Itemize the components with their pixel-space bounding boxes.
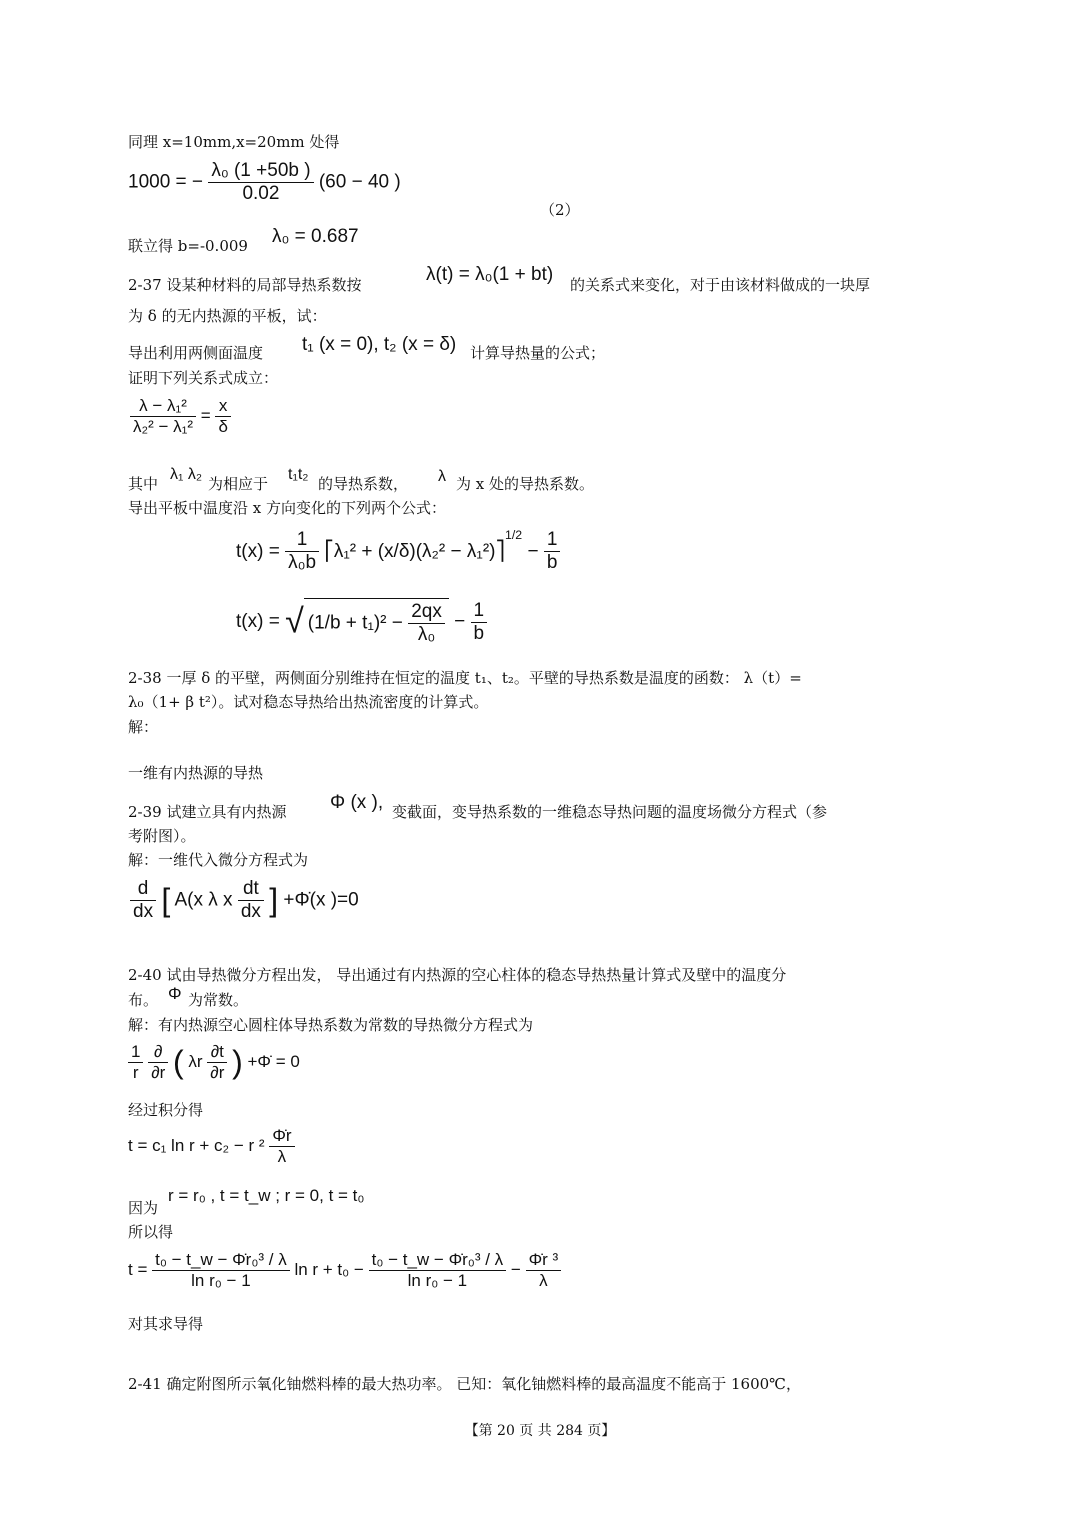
sqrt-icon: √ <box>285 602 304 641</box>
text-line: 对其求导得 <box>128 1315 204 1333</box>
fraction-denominator: dx <box>240 901 261 922</box>
fraction <box>148 1042 168 1083</box>
inline-math: Φ (x ), <box>330 792 384 813</box>
page-footer: 【第 20 页 共 284 页】 <box>464 1423 616 1439</box>
text-line: 计算导热量的公式； <box>470 344 606 362</box>
fraction-numerator: Φ̇r ³ <box>526 1250 562 1271</box>
inline-math: λ(t) = λ₀(1 + bt) <box>426 264 554 285</box>
relation-right-denominator: δ <box>218 417 228 436</box>
formula-tx-1 <box>236 528 560 574</box>
text-line: λ₀（1+ β t²）。试对稳态导热给出热流密度的计算式。 <box>128 693 489 711</box>
section-title: 一维有内热源的导热 <box>128 764 264 782</box>
eq-rhs: (60 − 40 ) <box>318 171 401 193</box>
text-line: 联立得 b=-0.009 <box>128 237 248 255</box>
inline-math: λ₁ λ₂ <box>170 466 203 483</box>
inline-math: r = r₀ , t = t_w ; r = 0, t = t₀ <box>168 1186 365 1205</box>
tail-fraction <box>544 529 561 574</box>
inner-derivative <box>238 878 264 923</box>
eq-numerator: λ₀ (1 +50b ) <box>208 160 313 183</box>
fraction-numerator: 2qx <box>408 601 445 624</box>
exponent: 1/2 <box>504 528 523 542</box>
relation-numerator: λ − λ₁² <box>130 396 196 417</box>
bracket-icon: [ <box>161 882 171 918</box>
problem-2-38-heading: 2-38 一厚 δ 的平壁，两侧面分别维持在恒定的温度 t₁、t₂。平壁的导热系数是温度的函数： λ（t）= <box>128 669 802 687</box>
fraction-denominator: ∂r <box>210 1063 225 1082</box>
text-line: 为 δ 的无内热源的平板，试： <box>128 307 327 325</box>
fraction-numerator: 1 <box>471 600 488 623</box>
fraction-denominator: dx <box>133 901 154 922</box>
fraction-denominator: λ₀b <box>288 552 317 574</box>
differential-equation <box>130 878 359 923</box>
eq-fraction <box>208 160 313 205</box>
fraction-denominator: ∂r <box>151 1063 166 1082</box>
text-line: 因为 <box>128 1199 159 1217</box>
inline-math: t₁t₂ <box>288 466 309 483</box>
minus-sign: − <box>391 612 403 634</box>
fraction-denominator: b <box>546 552 558 574</box>
fraction-numerator: t₀ − t_w − Φ̇r₀³ / λ <box>369 1250 507 1271</box>
text-line: 变截面，变导热系数的一维稳态导热问题的温度场微分方程式（参 <box>392 803 828 821</box>
text-line: 的导热系数， <box>318 475 409 493</box>
equation-tail: +Φ̇(x )=0 <box>283 889 359 911</box>
sqrt-body <box>304 598 449 646</box>
sqrt-fraction <box>408 601 445 646</box>
fraction-numerator: ∂ <box>148 1042 168 1063</box>
equation-1 <box>128 160 401 205</box>
equation-number: （2） <box>540 201 580 219</box>
fraction <box>128 1042 143 1083</box>
formula-lhs: t(x) = <box>236 611 280 633</box>
text-line: 为相应于 <box>208 475 269 493</box>
formula-lhs: t(x) = <box>236 541 280 562</box>
inline-math: Φ <box>168 984 182 1003</box>
text-line: 解：一维代入微分方程式为 <box>128 851 309 869</box>
text-line: 为常数。 <box>188 991 249 1009</box>
derivative-operator <box>130 878 156 923</box>
integrated-equation <box>128 1126 295 1167</box>
fraction-numerator: d <box>130 878 156 901</box>
equals-sign: = <box>200 405 211 425</box>
fraction-numerator: Φ̇r <box>269 1126 294 1147</box>
paren-icon: ) <box>232 1044 243 1080</box>
text-line: 导出平板中温度沿 x 方向变化的下列两个公式： <box>128 499 446 517</box>
text-line: 解： <box>128 718 159 736</box>
eq-denominator: 0.02 <box>242 183 280 204</box>
text-line: 布。 <box>128 991 159 1009</box>
squared-term: (1/b + t₁)² <box>307 612 387 634</box>
relation-denominator: λ₂² − λ₁² <box>133 417 194 436</box>
fraction <box>369 1250 507 1291</box>
fraction-denominator: λ₀ <box>417 624 436 645</box>
fraction-denominator: r <box>132 1063 139 1082</box>
fraction <box>526 1250 562 1291</box>
text-line: 其中 <box>128 475 159 493</box>
relation-right-numerator: x <box>215 396 230 417</box>
fraction-denominator: b <box>473 622 485 644</box>
equation-body: λr <box>188 1051 203 1071</box>
fraction-denominator: λ <box>539 1271 548 1290</box>
relation-right-fraction <box>215 396 230 437</box>
fraction <box>152 1250 290 1291</box>
text-line: 经过积分得 <box>128 1101 204 1119</box>
equation-tail: +Φ̇ = 0 <box>247 1051 300 1071</box>
equation-body: A(x λ x <box>174 889 233 911</box>
problem-2-39-heading: 2-39 试建立具有内热源 <box>128 803 287 821</box>
text-line: 的关系式来变化，对于由该材料做成的一块厚 <box>570 276 871 294</box>
equation-body: t = c₁ ln r + c₂ − r ² <box>128 1135 265 1155</box>
text-line: 解：有内热源空心圆柱体导热系数为常数的导热微分方程式为 <box>128 1016 534 1034</box>
minus-sign: − <box>454 611 466 633</box>
cylinder-equation <box>128 1042 300 1083</box>
text-line: 同理 x=10mm,x=20mm 处得 <box>128 133 340 151</box>
eq-lhs: 1000 = − <box>128 171 204 193</box>
fraction-denominator: ln r₀ − 1 <box>407 1271 468 1290</box>
text-line: 证明下列关系式成立： <box>128 369 279 387</box>
text-line: 导出利用两侧面温度 <box>128 344 264 362</box>
bracket-expression: ⎡λ₁² + (x/δ)(λ₂² − λ₁²)⎤ <box>324 541 505 562</box>
fraction-denominator: λ <box>277 1147 287 1166</box>
relation-equation <box>130 396 231 437</box>
problem-2-41-heading: 2-41 确定附图所示氧化铀燃料棒的最大热功率。 已知：氧化铀燃料棒的最高温度不能高于 1600℃， <box>128 1375 801 1393</box>
minus-sign: − <box>527 541 539 562</box>
fraction <box>269 1126 294 1167</box>
result-equation <box>128 1250 561 1291</box>
fraction-numerator: ∂t <box>207 1042 227 1063</box>
fraction-numerator: 1 <box>544 529 561 552</box>
fraction-numerator: 1 <box>128 1042 143 1063</box>
paren-icon: ( <box>173 1044 184 1080</box>
formula-tx-2 <box>236 598 487 646</box>
inline-math: t₁ (x = 0), t₂ (x = δ) <box>302 334 457 355</box>
equation-lhs: t = <box>128 1259 148 1279</box>
tail-fraction <box>471 600 488 645</box>
text-line: 考附图）。 <box>128 827 196 845</box>
text-line: 为 x 处的导热系数。 <box>456 475 594 493</box>
bracket-icon: ] <box>269 882 279 918</box>
relation-left-fraction <box>130 396 196 437</box>
problem-2-40-heading: 2-40 试由导热微分方程出发， 导出通过有内热源的空心柱体的稳态导热热量计算式及壁中的温度分 <box>128 966 787 984</box>
fraction-numerator: dt <box>238 878 264 901</box>
fraction-denominator: ln r₀ − 1 <box>191 1271 251 1290</box>
inline-math: λ₀ = 0.687 <box>272 226 359 247</box>
inline-math: λ <box>438 468 446 485</box>
minus-sign: − <box>510 1259 521 1279</box>
fraction <box>207 1042 227 1083</box>
fraction-numerator: 1 <box>285 529 319 552</box>
formula-fraction <box>285 529 319 574</box>
fraction-numerator: t₀ − t_w − Φ̇r₀³ / λ <box>152 1250 290 1271</box>
problem-2-37-heading: 2-37 设某种材料的局部导热系数按 <box>128 276 362 294</box>
equation-middle: ln r + t₀ − <box>294 1259 364 1279</box>
text-line: 所以得 <box>128 1223 174 1241</box>
